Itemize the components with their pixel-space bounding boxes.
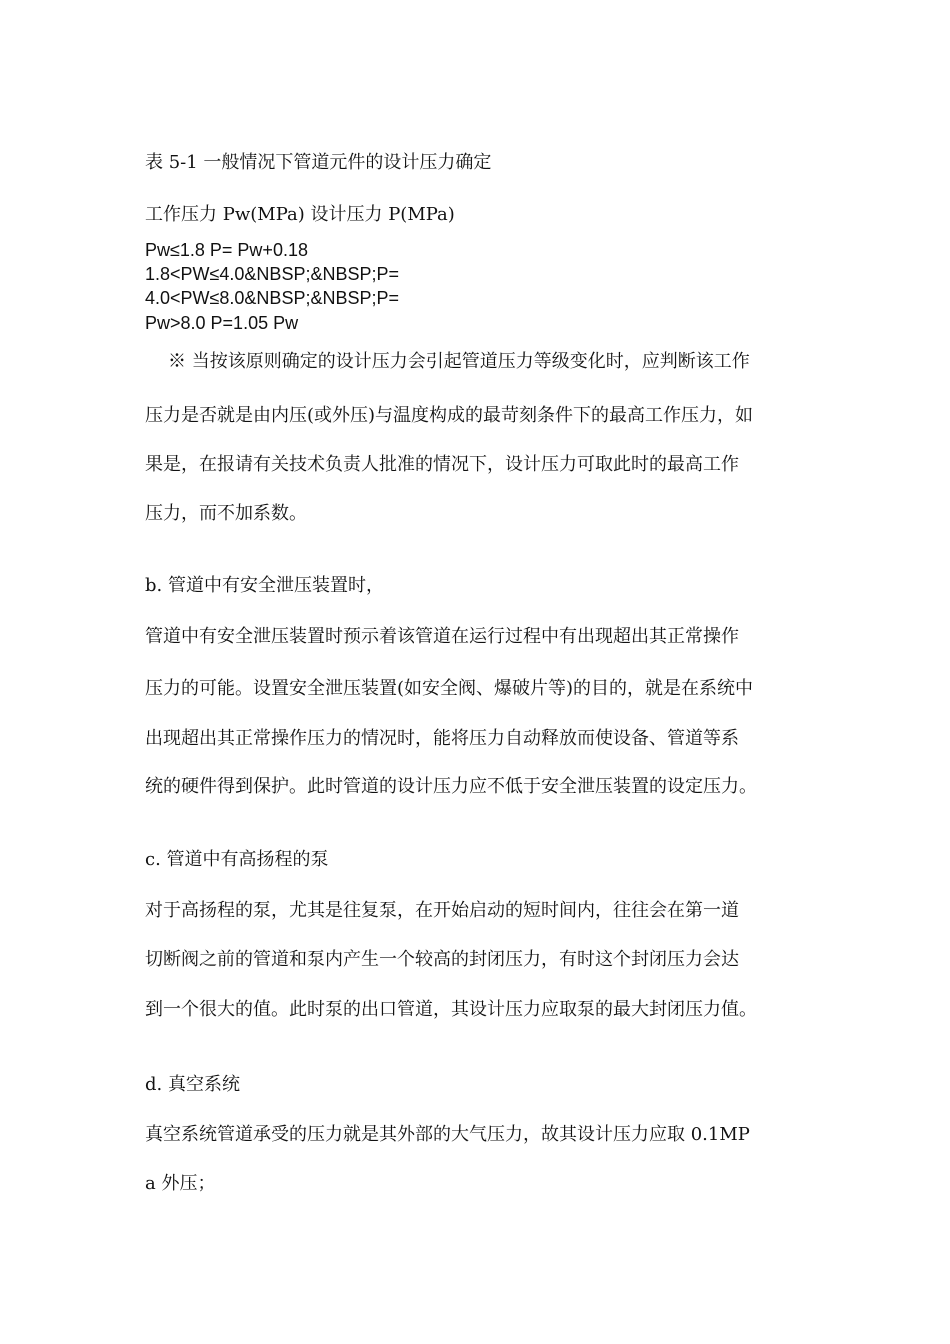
table-row: 1.8<PW≤4.0&NBSP;&NBSP;P=	[145, 264, 399, 284]
section-d-line: a 外压；	[145, 1173, 216, 1194]
table-header: 工作压力 Pw(MPa) 设计压力 P(MPa)	[145, 204, 455, 225]
note-line: ※ 当按该原则确定的设计压力会引起管道压力等级变化时，应判断该工作	[168, 351, 750, 372]
table-row: 4.0<PW≤8.0&NBSP;&NBSP;P=	[145, 288, 399, 308]
section-b-line: 压力的可能。设置安全泄压装置(如安全阀、爆破片等)的目的，就是在系统中	[145, 678, 754, 699]
section-d-line: 真空系统管道承受的压力就是其外部的大气压力，故其设计压力应取 0.1MP	[145, 1124, 750, 1145]
table-row: Pw>8.0 P=1.05 Pw	[145, 313, 299, 333]
section-d-heading: d. 真空系统	[145, 1074, 240, 1095]
note-line: 果是，在报请有关技术负责人批准的情况下，设计压力可取此时的最高工作	[145, 454, 739, 475]
table-row: Pw≤1.8 P= Pw+0.18	[145, 240, 308, 260]
section-b-line: 统的硬件得到保护。此时管道的设计压力应不低于安全泄压装置的设定压力。	[145, 776, 757, 797]
section-c-line: 切断阀之前的管道和泵内产生一个较高的封闭压力，有时这个封闭压力会达	[145, 949, 739, 970]
section-b-line: 管道中有安全泄压装置时预示着该管道在运行过程中有出现超出其正常操作	[145, 626, 739, 647]
section-c-heading: c. 管道中有高扬程的泵	[145, 849, 329, 870]
section-b-heading: b. 管道中有安全泄压装置时，	[145, 575, 384, 596]
note-line: 压力是否就是由内压(或外压)与温度构成的最苛刻条件下的最高工作压力，如	[145, 405, 754, 426]
section-c-line: 到一个很大的值。此时泵的出口管道，其设计压力应取泵的最大封闭压力值。	[145, 999, 757, 1020]
section-b-line: 出现超出其正常操作压力的情况时，能将压力自动释放而使设备、管道等系	[145, 728, 739, 749]
table-title: 表 5-1 一般情况下管道元件的设计压力确定	[145, 152, 492, 173]
note-line: 压力，而不加系数。	[145, 503, 307, 524]
section-c-line: 对于高扬程的泵，尤其是往复泵，在开始启动的短时间内，往往会在第一道	[145, 900, 739, 921]
